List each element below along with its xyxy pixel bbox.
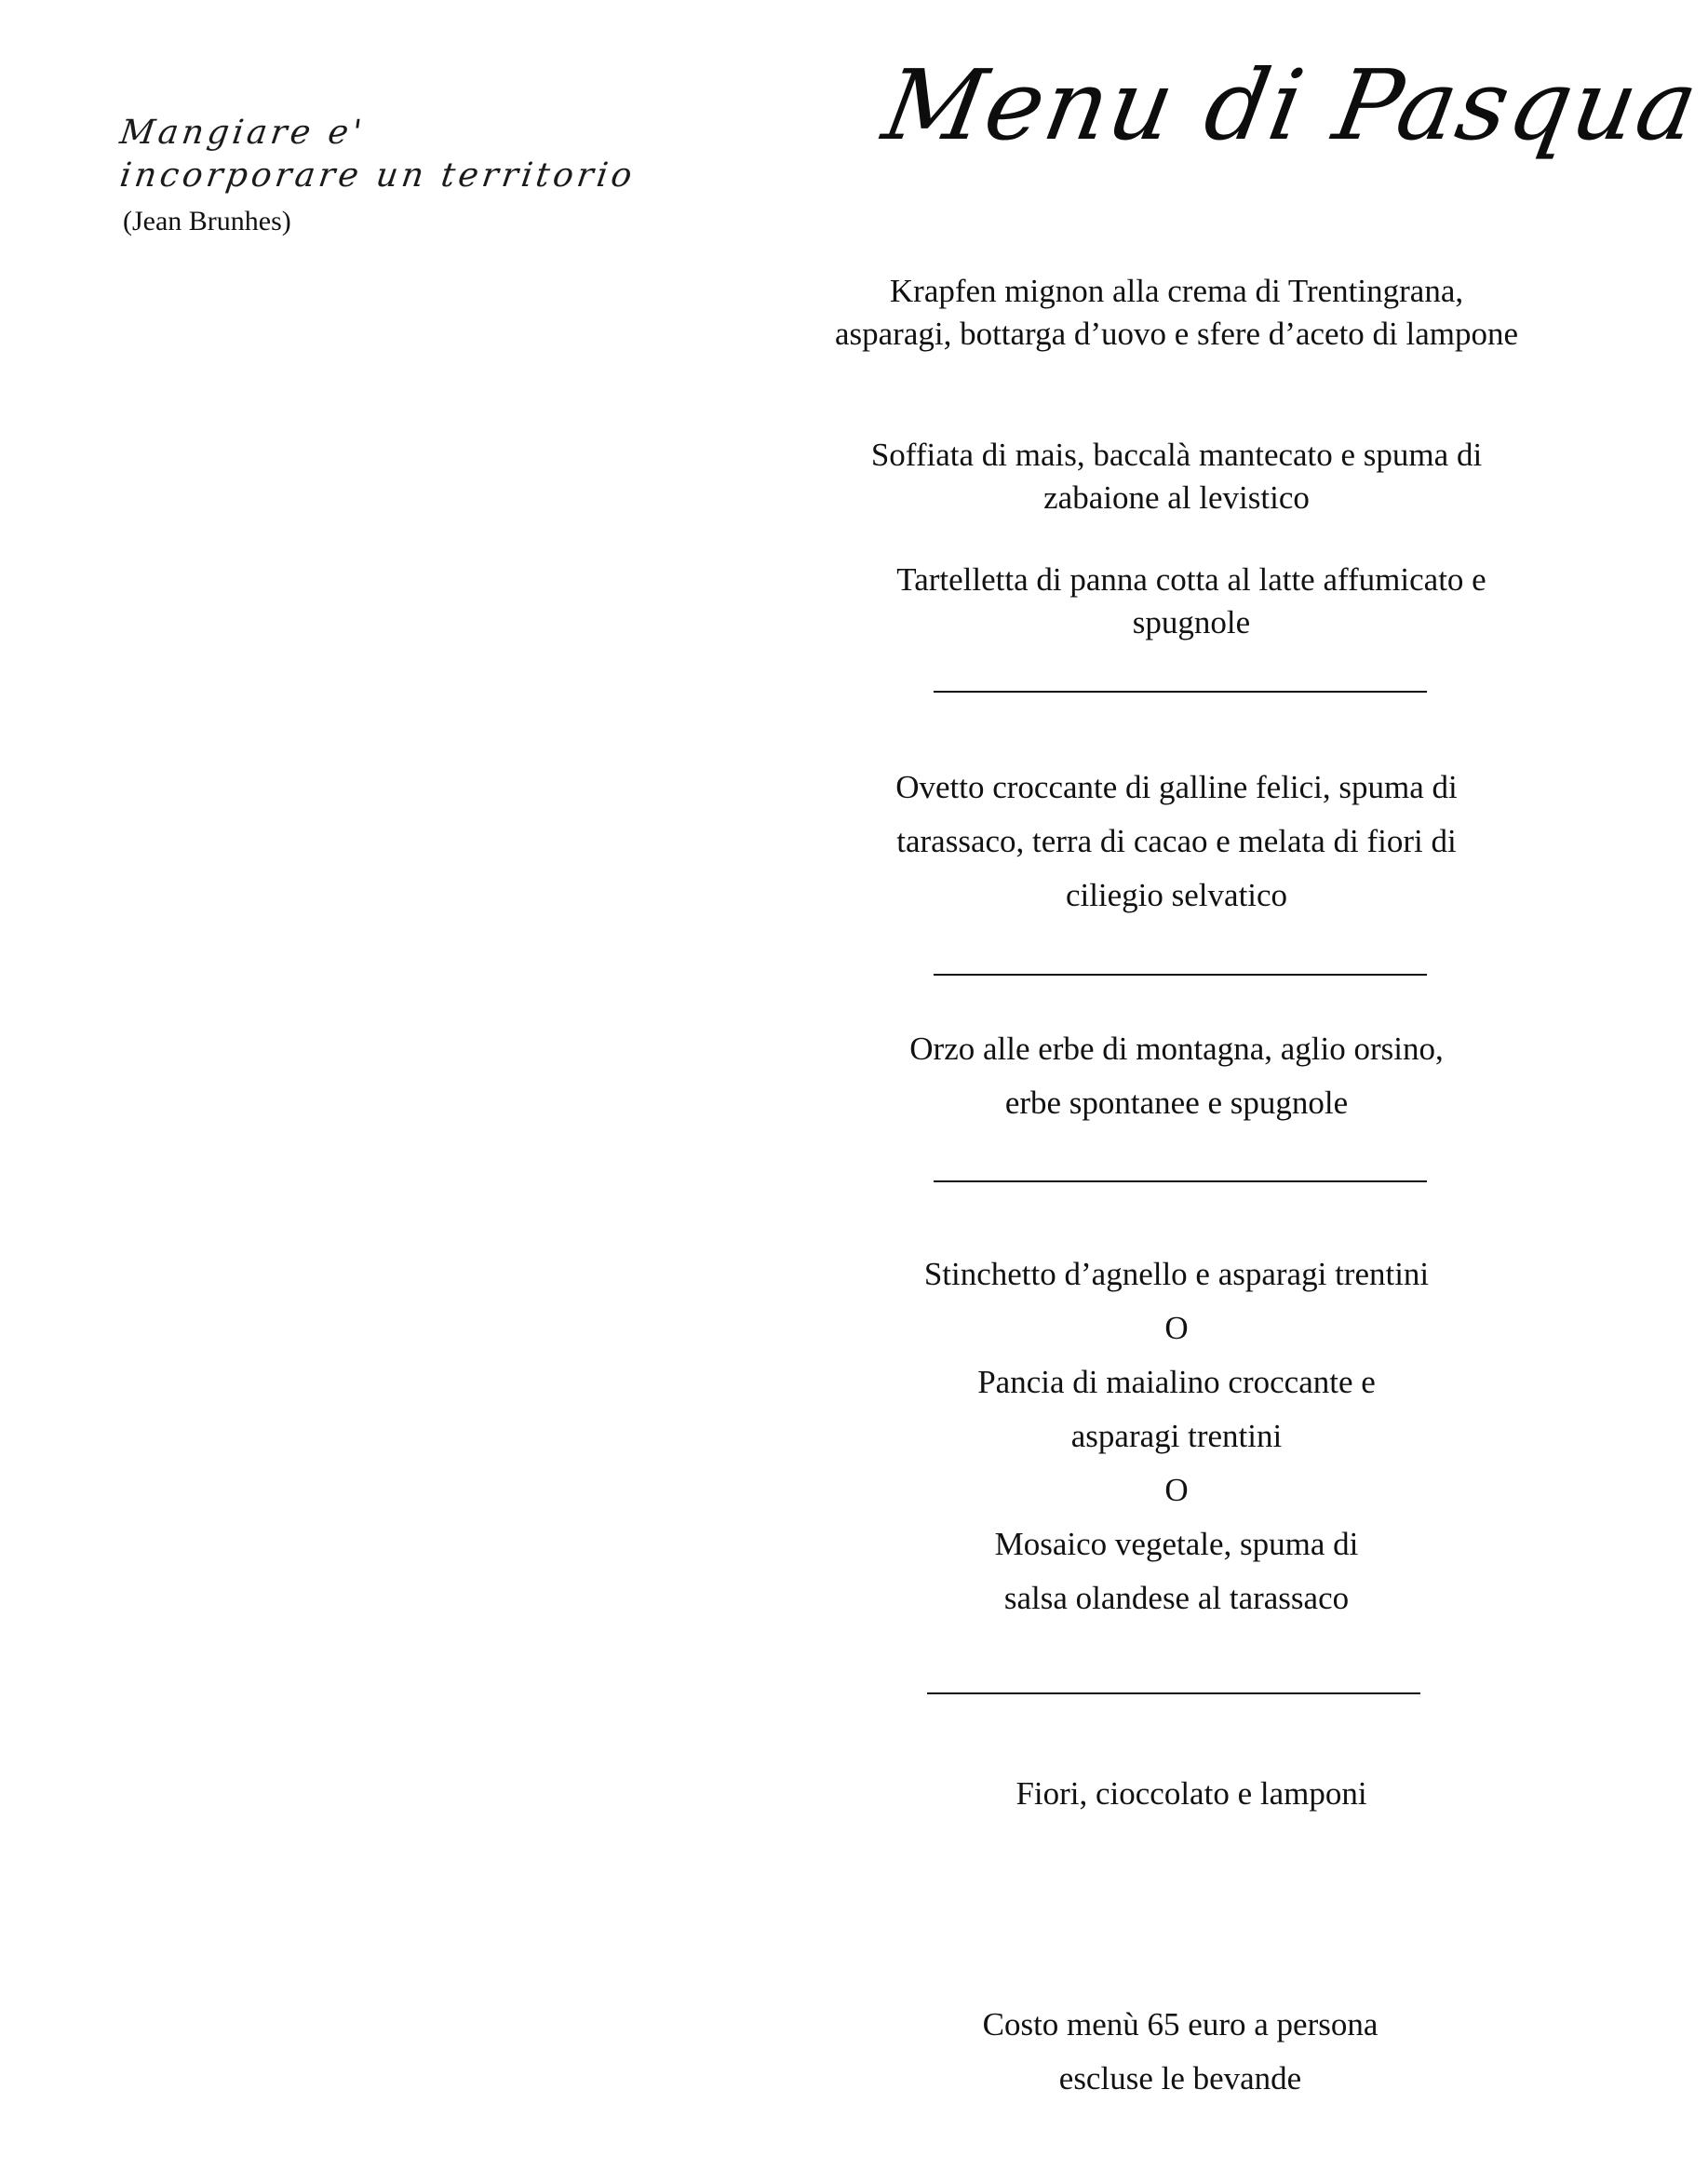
secondo-option-3: Mosaico vegetale, spuma di salsa olandese al tarassaco	[994, 1526, 1359, 1616]
price-line-1: Costo menù 65 euro a persona	[982, 2006, 1379, 2042]
epigraph-line-1: Mangiare e'	[117, 114, 368, 152]
secondo-option-1: Stinchetto d’agnello e asparagi trentini	[923, 1256, 1430, 1292]
antipasto-text-2: Soffiata di mais, baccalà mantecato e spuma di zabaione al levistico	[870, 437, 1483, 516]
section-divider-1	[934, 691, 1427, 693]
primo-text: Orzo alle erbe di montagna, aglio orsino, erbe spontanee e spugnole	[909, 1031, 1444, 1121]
menu-title: Menu di Pasqua	[875, 48, 1708, 162]
epigraph-line-2: incorporare un territorio	[117, 156, 639, 195]
secondo-separator-2: O	[1164, 1472, 1189, 1508]
antipasto-item-2	[823, 434, 1530, 519]
secondo-separator-1: O	[1164, 1310, 1189, 1346]
antipasto-item-1	[823, 270, 1530, 356]
dessert-item	[838, 1773, 1545, 1815]
entree-text: Ovetto croccante di galline felici, spuma di tarassaco, terra di cacao e melata di fiori di ciliegio selvatico	[895, 769, 1458, 913]
epigraph-author: (Jean Brunhes)	[123, 206, 291, 236]
antipasto-item-3	[838, 559, 1545, 644]
section-divider-2	[934, 974, 1427, 976]
section-divider-3	[934, 1180, 1427, 1182]
entree-item	[823, 761, 1530, 923]
dessert-text: Fiori, cioccolato e lamponi	[1015, 1775, 1367, 1812]
section-divider-4	[927, 1692, 1420, 1694]
antipasto-text-1: Krapfen mignon alla crema di Trentingrana, asparagi, bottarga d’uovo e sfere d’aceto di lampone	[834, 273, 1519, 352]
primo-item	[823, 1022, 1530, 1130]
secondi-block	[823, 1247, 1530, 1625]
secondo-option-2: Pancia di maialino croccante e asparagi trentini	[977, 1364, 1376, 1454]
antipasto-text-3: Tartelletta di panna cotta al latte affumicato e spugnole	[896, 561, 1486, 640]
epigraph	[117, 112, 639, 238]
price-note	[827, 1998, 1534, 2106]
price-line-2: escluse le bevande	[1058, 2060, 1302, 2096]
